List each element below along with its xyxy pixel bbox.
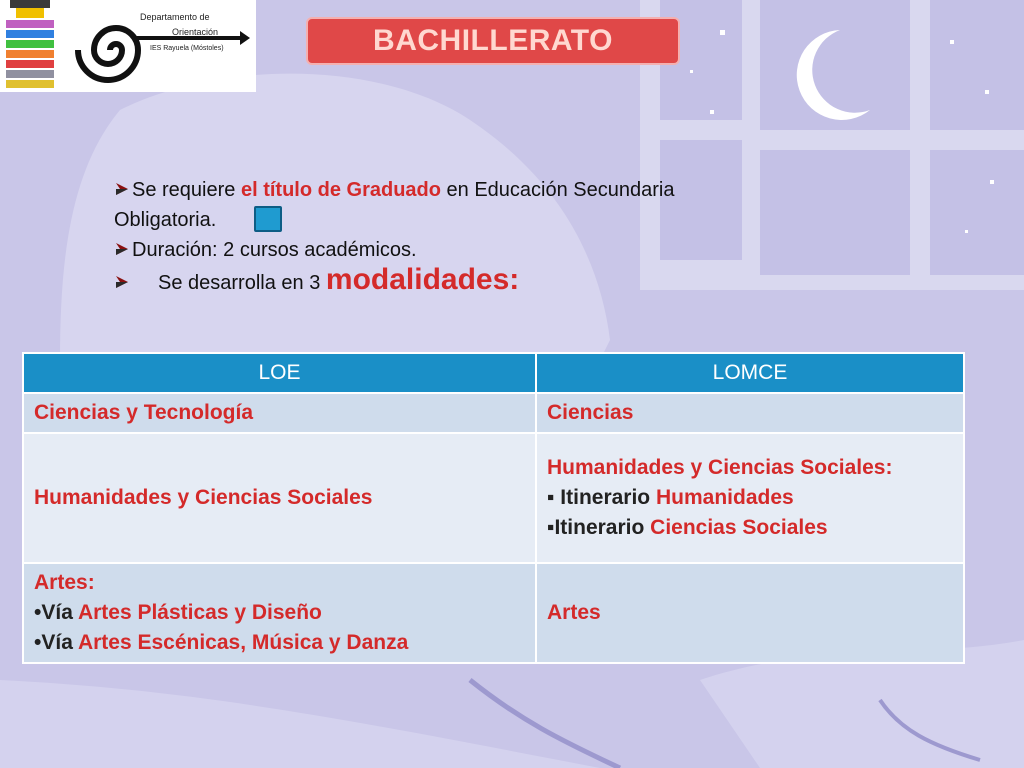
page-title: BACHILLERATO	[373, 24, 613, 57]
table-header-row	[23, 353, 964, 393]
requirement-text: Se requiere	[132, 179, 241, 201]
cell-lomce-humanidades	[536, 433, 964, 563]
itinerary-name: Humanidades	[655, 486, 794, 509]
bullet-modalities	[114, 265, 874, 298]
modalities-highlight: modalidades:	[325, 263, 520, 296]
itinerary-humanidades: ▪ Itinerario Humanidades	[547, 486, 794, 509]
itinerary-prefix: Itinerario	[554, 516, 651, 539]
logo-line-1: Departamento de	[140, 12, 210, 22]
cell-loe-ciencias: Ciencias y Tecnología	[23, 393, 536, 433]
via-prefix: Vía	[41, 631, 78, 654]
via-prefix: Vía	[41, 601, 78, 624]
via-artes-plasticas: •Vía Artes Plásticas y Diseño	[34, 601, 322, 624]
arrow-bullet-icon	[114, 274, 130, 290]
modalities-text: Se desarrolla en 3	[158, 272, 326, 294]
bullet-requirement	[114, 175, 874, 205]
bullet-requirement-cont	[114, 205, 874, 235]
artes-title: Artes:	[34, 571, 95, 594]
cell-lomce-artes: Artes	[536, 563, 964, 663]
cell-lomce-ciencias: Ciencias	[536, 393, 964, 433]
square-icon	[254, 206, 282, 232]
arrow-bullet-icon	[114, 181, 130, 197]
bullet-duration	[114, 235, 874, 265]
modalities-table	[22, 352, 965, 664]
department-logo	[0, 0, 256, 92]
via-name: Artes Escénicas, Música y Danza	[77, 631, 409, 654]
header-lomce: LOMCE	[536, 353, 964, 393]
via-name: Artes Plásticas y Diseño	[77, 601, 322, 624]
itinerary-ciencias-sociales: ▪Itinerario Ciencias Sociales	[547, 516, 828, 539]
logo-line-2: Orientación	[172, 27, 219, 37]
header-loe: LOE	[23, 353, 536, 393]
requirement-text-end: en Educación Secundaria	[440, 179, 675, 201]
title-banner	[306, 17, 680, 65]
itinerary-prefix: Itinerario	[560, 486, 656, 509]
logo-line-3: IES Rayuela (Móstoles)	[150, 45, 224, 52]
bullet-list	[114, 175, 874, 298]
table-row	[23, 393, 964, 433]
cell-loe-humanidades: Humanidades y Ciencias Sociales	[23, 433, 536, 563]
cell-loe-artes	[23, 563, 536, 663]
lomce-humanidades-title: Humanidades y Ciencias Sociales:	[547, 456, 893, 479]
via-artes-escenicas: •Vía Artes Escénicas, Música y Danza	[34, 631, 409, 654]
arrow-bullet-icon	[114, 241, 130, 257]
itinerary-name: Ciencias Sociales	[650, 516, 828, 539]
requirement-highlight: el título de Graduado	[240, 179, 441, 201]
duration-text: Duración: 2 cursos académicos.	[132, 239, 417, 261]
table-row	[23, 563, 964, 663]
requirement-line-2: Obligatoria.	[114, 209, 217, 231]
table-row	[23, 433, 964, 563]
